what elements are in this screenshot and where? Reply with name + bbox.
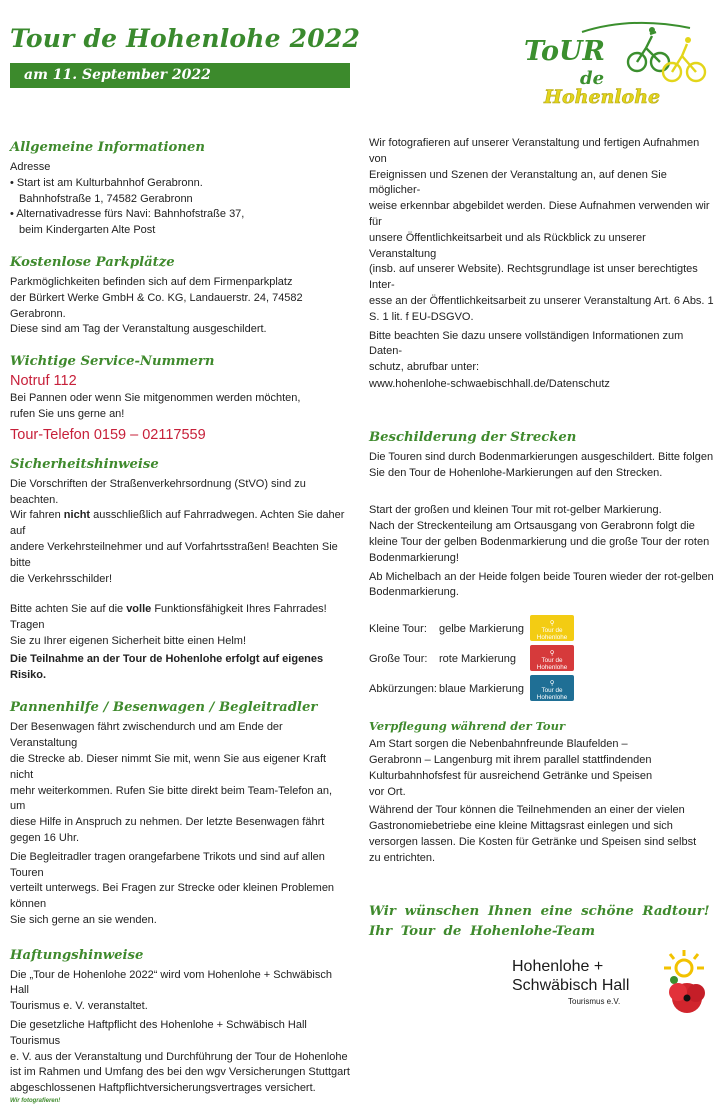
bike-icon: ⚲: [549, 650, 555, 658]
verpflegung-line: Kulturbahnhofsfest für ausreichend Getränke und Speisen: [369, 769, 653, 782]
footer-logo-line-3: Tourismus e.V.: [568, 997, 621, 1006]
verpflegung-line: Gastronomiebetriebe eine kleine Mittagsrast einlegen und sich: [369, 820, 673, 833]
foto-line: unsere Öffentlichkeitsarbeit und als Rückblick zu unserer Veranstaltung: [369, 231, 646, 260]
bike-icon: ⚲: [549, 620, 555, 628]
badge-line: Tour de: [541, 657, 563, 665]
sicherheit-line: die Verkehrsschilder!: [10, 572, 113, 585]
badge-line: Hohenlohe: [536, 634, 568, 642]
schild-line: kleine Tour der gelben Bodenmarkierung und die große Tour der roten: [369, 535, 710, 548]
verpflegung-text: [369, 737, 714, 866]
park-line: Diese sind am Tag der Veranstaltung ausgeschildert.: [10, 323, 267, 336]
schild-line: Ab Michelbach an der Heide folgen beide Touren wieder der rot-gelben: [369, 570, 714, 583]
park-line: Parkmöglichkeiten befinden sich auf dem Firmenparkplatz: [10, 275, 293, 288]
marker-row-kleine: [369, 615, 714, 645]
bullet-2: • Alternativadresse fürs Navi: Bahnhofstraße 37,: [10, 208, 245, 221]
park-text: [10, 275, 350, 338]
foto-note: Wir fotografieren!: [10, 1098, 61, 1105]
text-run: ausschließlich auf Fahrradwegen. Achten Sie daher auf: [10, 509, 345, 538]
park-line: der Bürkert Werke GmbH & Co. KG, Landauerstr. 24, 74582 Gerabronn.: [10, 291, 303, 320]
blue-marker-badge: [530, 675, 574, 701]
service-line: rufen Sie uns gerne an!: [10, 407, 125, 420]
panne-line: diese Hilfe in Anspruch zu nehmen. Der letzte Besenwagen fährt: [10, 816, 325, 829]
schild-line: Bodenmarkierung.: [369, 586, 459, 599]
bullet-1-cont: Bahnhofstraße 1, 74582 Gerabronn: [19, 192, 193, 205]
closing-line-2: Ihr Tour de Hohenlohe-Team: [369, 922, 596, 939]
verpflegung-line: versorgen lassen. Die Kosten für Getränke und Speisen sind selbst: [369, 835, 697, 848]
badge-line: Tour de: [541, 627, 563, 635]
marker-row-grosse: [369, 645, 714, 675]
panne-line: die Strecke ab. Dieser nimmt Sie mit, wenn Sie aus eigener Kraft nicht: [10, 752, 327, 781]
tour-logo: [522, 14, 712, 114]
panne-line: Die Begleitradler tragen orangefarbene Trikots und sind auf allen Touren: [10, 850, 325, 879]
marker-value: gelbe Markierung: [439, 623, 524, 636]
haftung-line: Die „Tour de Hohenlohe 2022“ wird vom Hohenlohe + Schwäbisch Hall: [10, 968, 332, 997]
foto-text: [369, 136, 714, 393]
panne-line: Sie sich gerne an sie wenden.: [10, 913, 157, 926]
date-banner: am 11. September 2022: [10, 63, 350, 88]
foto-line: esse an der Öffentlichkeitsarbeit zu unserer Veranstaltung Art. 6 Abs. 1: [369, 294, 714, 307]
schild-line: Start der großen und kleinen Tour mit rot-gelber Markierung.: [369, 504, 662, 517]
text-run: Wir fahren: [10, 509, 64, 522]
notruf-number: Notruf 112: [10, 373, 77, 390]
allgemein-text: [10, 160, 350, 239]
haftung-text: [10, 968, 350, 1105]
marker-row-abkuerzungen: [369, 675, 714, 705]
heading-beschilderung: Beschilderung der Strecken: [369, 429, 577, 445]
panne-text: [10, 720, 350, 928]
logo-tour-text: ToUR: [524, 36, 605, 67]
yellow-marker-badge: [530, 615, 574, 641]
service-line: Bei Pannen oder wenn Sie mitgenommen werden möchten,: [10, 392, 301, 405]
sun-poppy-icon: [654, 946, 716, 1018]
page-title: Tour de Hohenlohe 2022: [10, 24, 361, 53]
heading-pannenhilfe: Pannenhilfe / Besenwagen / Begleitradler: [10, 700, 318, 716]
heading-verpflegung: Verpflegung während der Tour: [369, 719, 566, 734]
heading-haftung: Haftungshinweise: [10, 947, 144, 963]
verpflegung-line: Gerabronn – Langenburg mit ihrem parallel stattfindenden: [369, 753, 652, 766]
bullet-2-cont: beim Kindergarten Alte Post: [19, 224, 156, 237]
marker-label: Abkürzungen:: [369, 683, 437, 696]
badge-line: Hohenlohe: [536, 664, 568, 672]
panne-line: gegen 16 Uhr.: [10, 831, 80, 844]
address-label: Adresse: [10, 161, 51, 173]
badge-line: Tour de: [541, 687, 563, 695]
haftung-line: ist im Rahmen und Umfang des bei den wgv Versicherungen Stuttgart: [10, 1066, 350, 1079]
haftung-line: e. V. aus der Veranstaltung und Durchführung der Tour de Hohenlohe: [10, 1050, 348, 1063]
sicherheit-line: Die Vorschriften der Straßenverkehrsordnung (StVO) sind zu beachten.: [10, 477, 306, 506]
panne-line: Der Besenwagen fährt zwischendurch und am Ende der Veranstaltung: [10, 721, 283, 750]
closing-message: [369, 901, 714, 941]
foto-line: Wir fotografieren auf unserer Veranstaltung und fertigen Aufnahmen von: [369, 137, 700, 165]
marker-list: [369, 615, 714, 705]
haftung-line: abgeschlossenen Haftpflichtversicherungsvertrages versichert.: [10, 1082, 316, 1095]
red-marker-badge: [530, 645, 574, 671]
marker-value: rote Markierung: [439, 653, 517, 666]
foto-line: weise erkennbar abgebildet werden. Diese Aufnahmen verwenden wir für: [369, 200, 710, 228]
marker-value: blaue Markierung: [439, 683, 524, 696]
heading-parkplaetze: Kostenlose Parkplätze: [10, 254, 175, 270]
sicherheit-line: Sie zu Ihrer eigenen Sicherheit bitte einen Helm!: [10, 634, 247, 647]
haftung-line: Die gesetzliche Haftpflicht des Hohenlohe + Schwäbisch Hall Tourismus: [10, 1019, 307, 1047]
foto-line: schutz, abrufbar unter:: [369, 361, 480, 374]
left-column: [10, 140, 350, 1105]
schild-text: [369, 450, 714, 601]
marker-label: Große Tour:: [369, 653, 428, 666]
heading-allgemein: Allgemeine Informationen: [10, 140, 205, 155]
footer-logo: [512, 950, 717, 1020]
badge-line: Hohenlohe: [536, 694, 568, 702]
heading-service: Wichtige Service-Nummern: [10, 354, 215, 370]
emphasis-nicht: nicht: [63, 509, 91, 522]
panne-line: verteilt unterwegs. Bei Fragen zur Strecke oder kleinen Problemen können: [10, 882, 335, 911]
text-run: Funktionsfähigkeit Ihres Fahrrades! Tragen: [10, 603, 327, 632]
verpflegung-line: zu entrichten.: [369, 851, 436, 864]
heading-sicherheit: Sicherheitshinweise: [10, 456, 159, 472]
sicherheit-text: [10, 477, 350, 684]
foto-line: (insb. auf unserer Website). Rechtsgrundlage ist unser berechtigtes Inter-: [369, 263, 698, 292]
footer-logo-line-1: Hohenlohe +: [512, 958, 604, 975]
haftung-line: Tourismus e. V. veranstaltet.: [10, 1000, 148, 1013]
emphasis-volle: volle: [126, 603, 152, 616]
sicherheit-line: andere Verkehrsteilnehmer und auf Vorfahrtsstraßen! Beachten Sie bitte: [10, 540, 338, 569]
bullet-1: • Start ist am Kulturbahnhof Gerabronn.: [10, 176, 203, 189]
verpflegung-line: Am Start sorgen die Nebenbahnfreunde Blaufelden –: [369, 738, 628, 751]
tour-telefon: Tour-Telefon 0159 – 02117559: [10, 426, 206, 443]
schild-line: Sie den Tour de Hohenlohe-Markierungen auf den Strecken.: [369, 466, 663, 479]
datenschutz-link[interactable]: www.hohenlohe-schwaebischhall.de/Datenschutz: [369, 377, 610, 390]
foto-line: Bitte beachten Sie dazu unsere vollständigen Informationen zum Daten-: [369, 329, 684, 358]
marker-label: Kleine Tour:: [369, 623, 427, 636]
verpflegung-line: vor Ort.: [369, 785, 406, 798]
schild-line: Bodenmarkierung!: [369, 551, 459, 564]
foto-line: S. 1 lit. f EU-DSGVO.: [369, 310, 474, 323]
risiko-note: Die Teilnahme an der Tour de Hohenlohe erfolgt auf eigenes Risiko.: [10, 652, 324, 681]
text-run: Bitte achten Sie auf die: [10, 603, 127, 616]
foto-line: Ereignissen und Szenen der Veranstaltung an, auf denen Sie möglicher-: [369, 168, 667, 197]
bike-icon: ⚲: [549, 680, 555, 688]
sicherheit-line: [10, 602, 350, 634]
logo-hohenlohe-text: Hohenlohe: [544, 86, 661, 108]
logo-de-text: de: [580, 68, 605, 89]
panne-line: mehr weiterkommen. Rufen Sie bitte direkt beim Team-Telefon an, um: [10, 784, 332, 813]
schild-line: Die Touren sind durch Bodenmarkierungen ausgeschildert. Bitte folgen: [369, 450, 714, 463]
service-text: [10, 371, 350, 445]
closing-line-1: Wir wünschen Ihnen eine schöne Radtour!: [369, 902, 710, 919]
verpflegung-line: Während der Tour können die Teilnehmenden an einer der vielen: [369, 804, 685, 817]
sicherheit-line: [10, 508, 350, 540]
right-column: [369, 136, 714, 941]
footer-logo-line-2: Schwäbisch Hall: [512, 977, 630, 994]
schild-line: Nach der Streckenteilung am Ortsausgang von Gerabronn folgt die: [369, 520, 695, 533]
